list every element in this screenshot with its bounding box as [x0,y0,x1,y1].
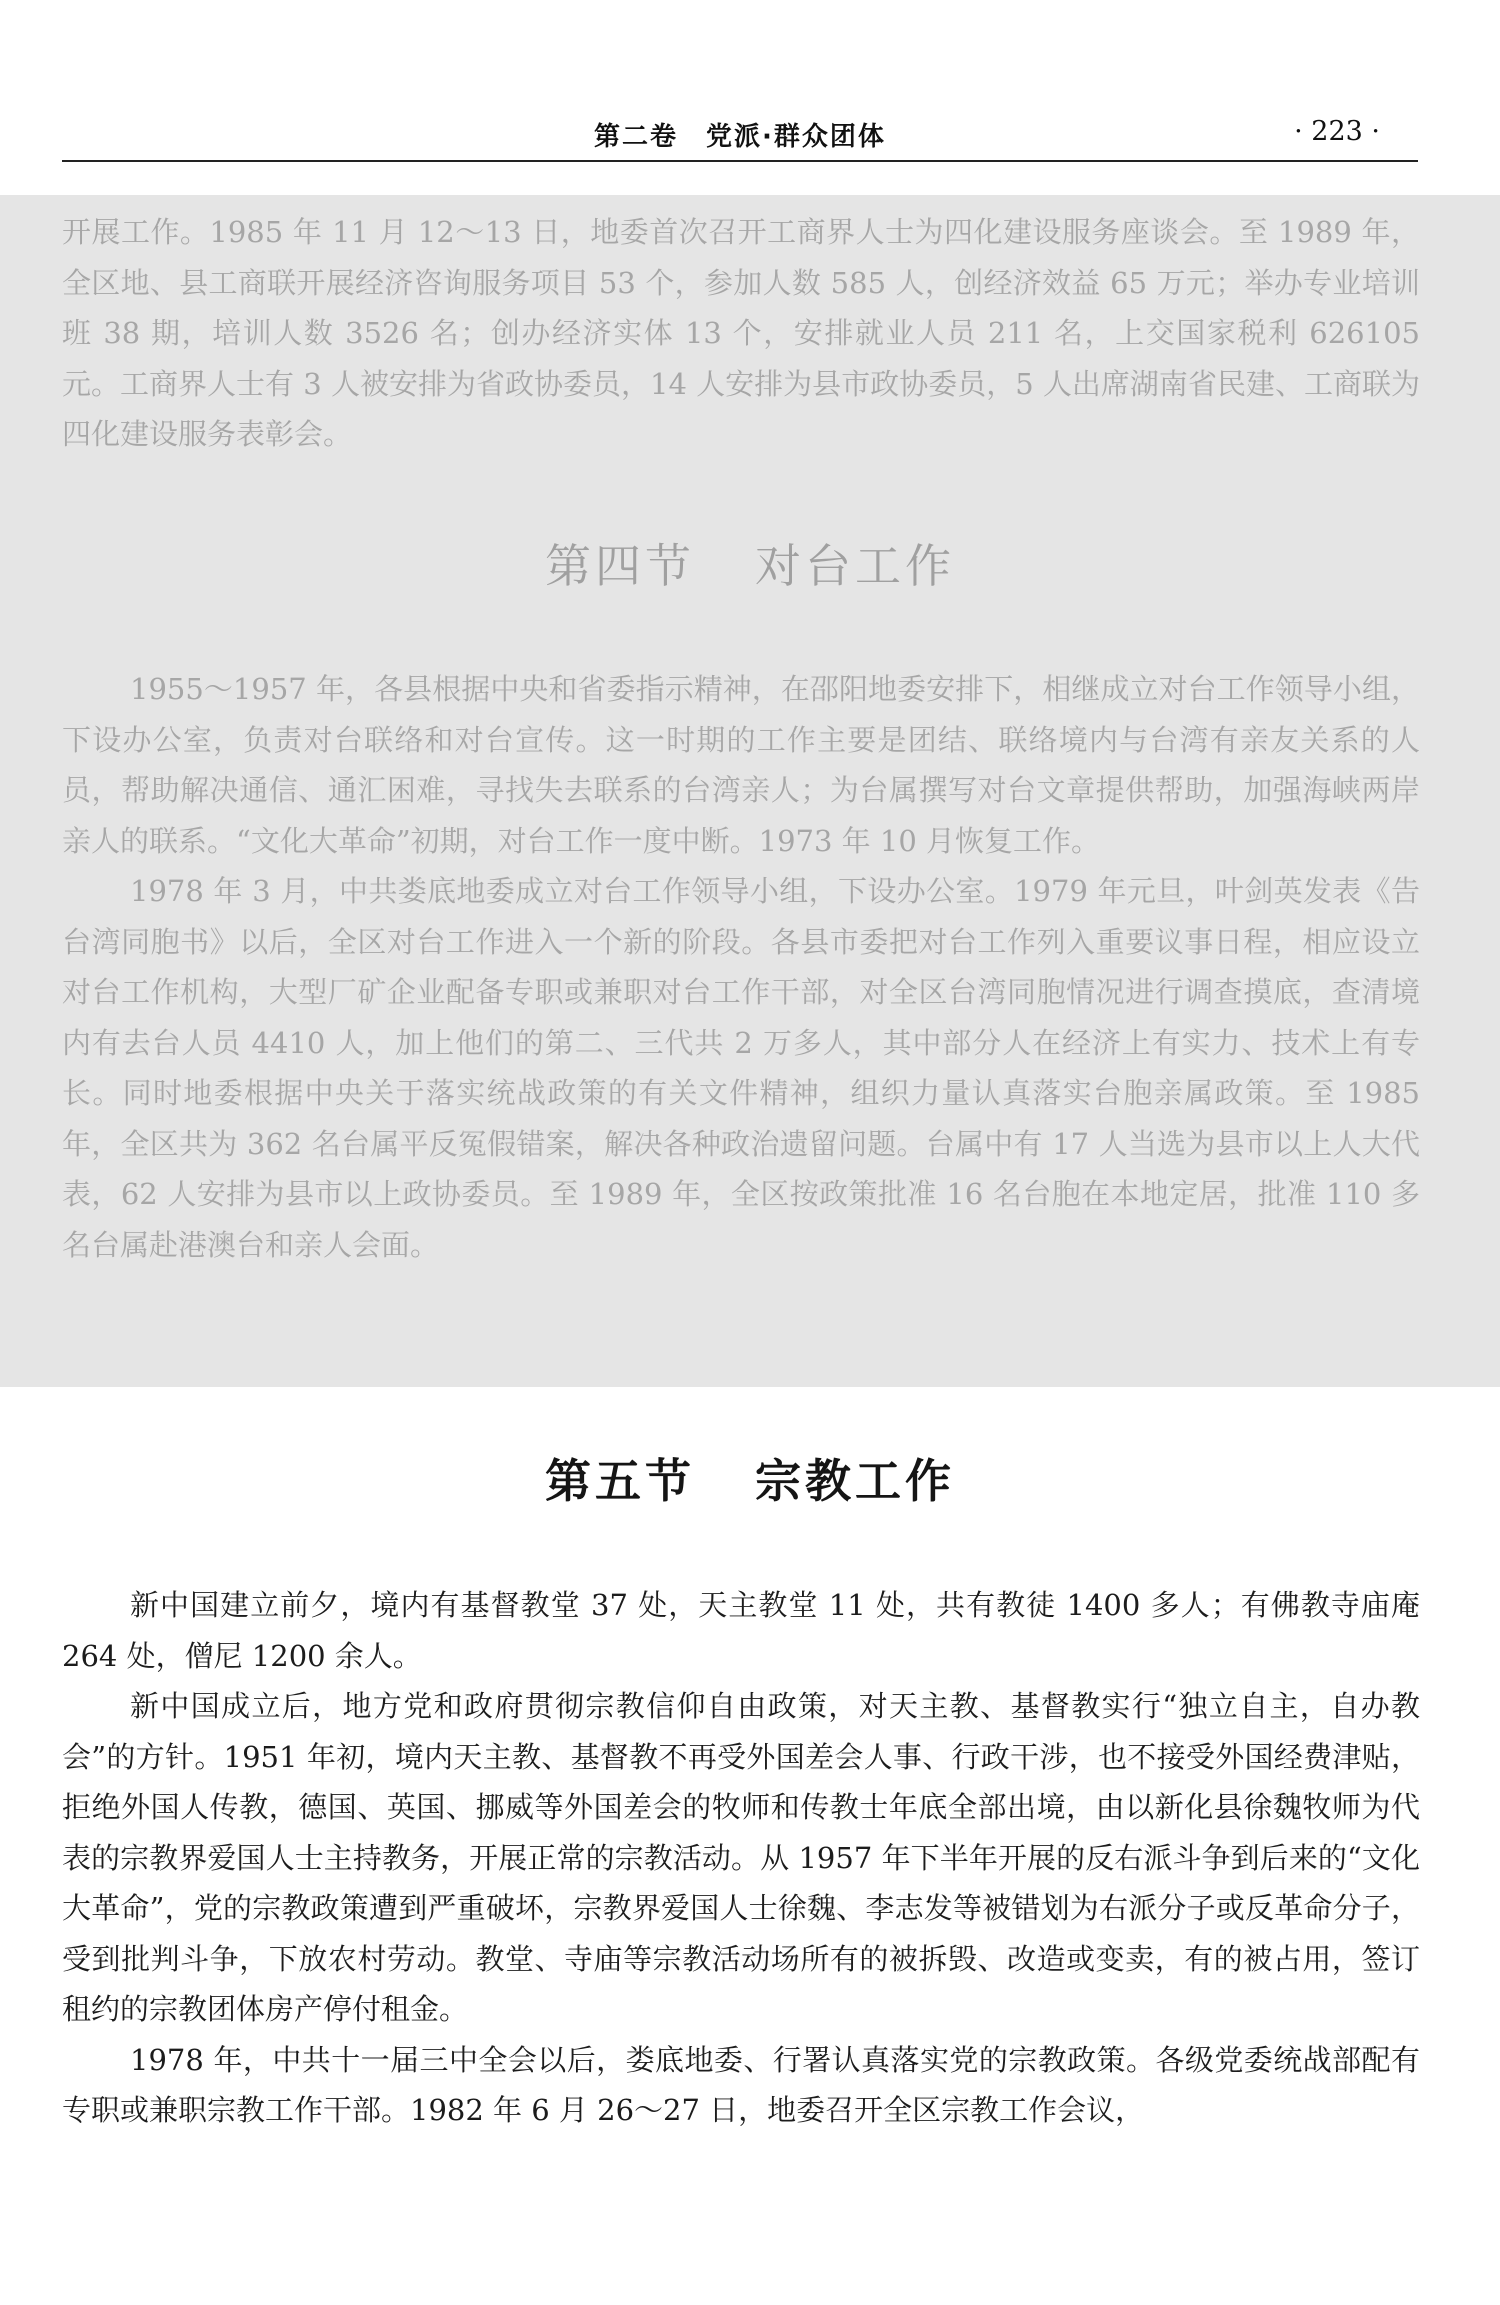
section-5-number: 第五节 [545,1454,695,1508]
page-header [62,112,1418,162]
section-4-number: 第四节 [545,539,695,593]
section-5-name: 宗教工作 [755,1454,955,1508]
continued-text-block [62,207,1420,460]
section-5-body [62,1580,1420,2136]
section-5-paragraph-3: 1978 年，中共十一届三中全会以后，娄底地委、行署认真落实党的宗教政策。各级党委统战部配有专职或兼职宗教工作干部。1982 年 6 月 26～27 日，地委召开全区宗教工作会议， [62,2042,1420,2127]
section-5-paragraph-2: 新中国成立后，地方党和政府贯彻宗教信仰自由政策，对天主教、基督教实行“独立自主，自办教会”的方针。1951 年初，境内天主教、基督教不再受外国差会人事、行政干涉，也不接受外国经费津贴，拒绝外国人传教，德国、英国、挪威等外国差会的牧师和传教士年底全部出境，由以新化县徐魏牧师为代表的宗教界爱国人士主持教务，开展正常的宗教活动。从 1957 年下半年开展的反右派斗争到后来的“文化大革命”，党的宗教政策遭到严重破坏，宗教界爱国人士徐魏、李志发等被错划为右派分子或反革命分子，受到批判斗争，下放农村劳动。教堂、寺庙等宗教活动场所有的被拆毁、改造或变卖，有的被占用，签订租约的宗教团体房产停付租金。 [62,1689,1420,2026]
section-4-paragraph-1: 1955～1957 年，各县根据中央和省委指示精神，在邵阳地委安排下，相继成立对台工作领导小组，下设办公室，负责对台联络和对台宣传。这一时期的工作主要是团结、联络境内与台湾有亲友关系的人员，帮助解决通信、通汇困难，寻找失去联系的台湾亲人；为台属撰写对台文章提供帮助，加强海峡两岸亲人的联系。“文化大革命”初期，对台工作一度中断。1973 年 10 月恢复工作。 [62,672,1420,858]
section-4-title [0,530,1500,596]
continued-paragraph: 开展工作。1985 年 11 月 12～13 日，地委首次召开工商界人士为四化建设服务座谈会。至 1989 年，全区地、县工商联开展经济咨询服务项目 53 个，参加人数 585 人，创经济效益 65 万元；举办专业培训班 38 期，培训人数 3526 名；创办经济实体 13 个，安排就业人员 211 名，上交国家税利 626105 元。工商界人士有 3 人被安排为省政协委员，14 人安排为县市政协委员，5 人出席湖南省民建、工商联为四化建设服务表彰会。 [62,215,1420,451]
section-4-paragraph-2: 1978 年 3 月，中共娄底地委成立对台工作领导小组，下设办公室。1979 年元旦，叶剑英发表《告台湾同胞书》以后，全区对台工作进入一个新的阶段。各县市委把对台工作列入重要议事日程，相应设立对台工作机构，大型厂矿企业配备专职或兼职对台工作干部，对全区台湾同胞情况进行调查摸底，查清境内有去台人员 4410 人，加上他们的第二、三代共 2 万多人，其中部分人在经济上有实力、技术上有专长。同时地委根据中央关于落实统战政策的有关文件精神，组织力量认真落实台胞亲属政策。至 1985 年，全区共为 362 名台属平反冤假错案，解决各种政治遗留问题。台属中有 17 人当选为县市以上人大代表，62 人安排为县市以上政协委员。至 1989 年，全区按政策批准 16 名台胞在本地定居，批准 110 多名台属赴港澳台和亲人会面。 [62,874,1420,1262]
section-5-paragraph-1: 新中国建立前夕，境内有基督教堂 37 处，天主教堂 11 处，共有教徒 1400 多人；有佛教寺庙庵 264 处，僧尼 1200 余人。 [62,1588,1420,1673]
page-number: · 223 · [1294,116,1380,147]
section-4-body [62,664,1420,1270]
section-4-name: 对台工作 [755,539,955,593]
running-title: 第二卷 党派·群众团体 [594,122,886,152]
section-5-title [0,1445,1500,1511]
